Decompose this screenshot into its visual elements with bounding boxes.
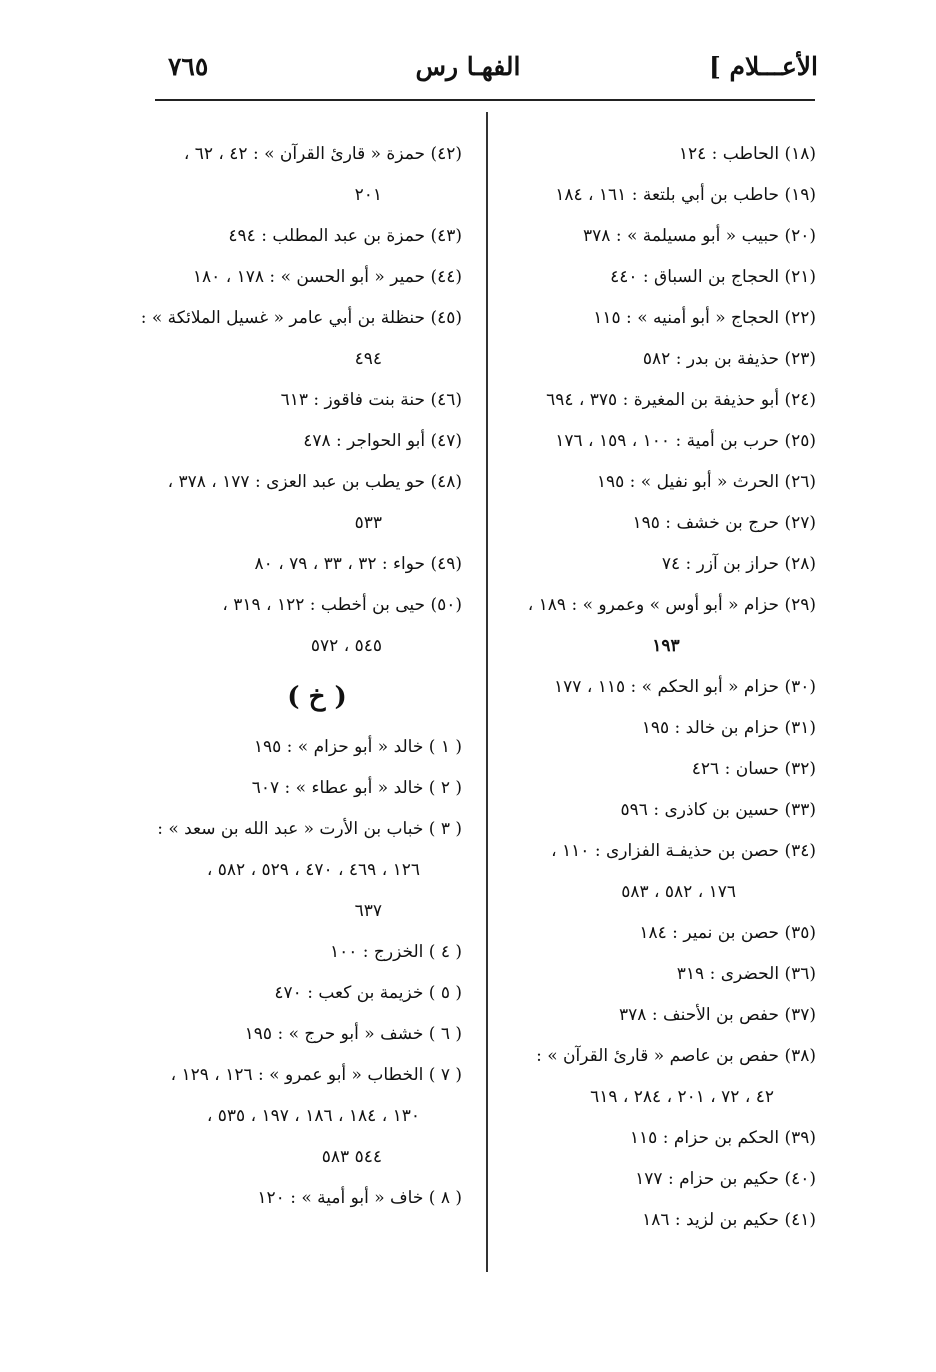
index-entry-kha-8: ( ٨ ) خاف « أبو أمية » : ١٢٠	[257, 1188, 462, 1208]
index-entry-44: (٤٤) حمير « أبو الحسن » : ١٧٨ ، ١٨٠	[192, 267, 462, 287]
index-entry-continuation: ٥٣٣	[354, 513, 382, 533]
index-entry-26: (٢٦) الحرث « أبو نفيل » : ١٩٥	[596, 472, 816, 492]
index-entry-29: (٢٩) حزام « أبو أوس » وعمرو » : ١٨٩ ،	[527, 595, 816, 615]
book-part-title: الفهـا رس	[415, 52, 521, 81]
section-title: الأعـــلام ]	[708, 52, 818, 81]
index-entry-31: (٣١) حزام بن خالد : ١٩٥	[641, 718, 816, 738]
index-entry-40: (٤٠) حكيم بن حزام : ١٧٧	[635, 1169, 816, 1189]
index-entry-continuation: ١٧٦ ، ٥٨٢ ، ٥٨٣	[621, 882, 736, 902]
index-entry-continuation: ٥٤٤ ٥٨٣	[321, 1147, 382, 1167]
index-entry-30: (٣٠) حزام « أبو الحكم » : ١١٥ ، ١٧٧	[554, 677, 816, 697]
index-entry-continuation: ٤٩٤	[354, 349, 382, 369]
index-entry-33: (٣٣) حسين بن كاذرى : ٥٩٦	[620, 800, 816, 820]
index-entry-kha-1: ( ١ ) خالد « أبو حزام » : ١٩٥	[253, 737, 462, 757]
index-entry-32: (٣٢) حسان : ٤٢٦	[691, 759, 816, 779]
section-heading-kha: ( خ )	[287, 682, 347, 712]
column-divider	[486, 112, 488, 1272]
index-entry-49: (٤٩) حواء : ٣٢ ، ٣٣ ، ٧٩ ، ٨٠	[254, 554, 462, 574]
index-entry-43: (٤٣) حمزة بن عبد المطلب : ٤٩٤	[228, 226, 462, 246]
index-entry-kha-5: ( ٥ ) خزيمة بن كعب : ٤٧٠	[274, 983, 462, 1003]
index-entry-19: (١٩) حاطب بن أبي بلتعة : ١٦١ ، ١٨٤	[555, 185, 816, 205]
index-entry-continuation: ٦٣٧	[354, 901, 382, 921]
index-entry-continuation: ١٩٣	[652, 636, 680, 656]
index-entry-18: (١٨) الحاطب : ١٢٤	[678, 144, 816, 164]
index-entry-39: (٣٩) الحكم بن حزام : ١١٥	[629, 1128, 816, 1148]
index-entry-continuation: ٤٢ ، ٧٢ ، ٢٠١ ، ٢٨٤ ، ٦١٩	[590, 1087, 774, 1107]
right-column	[516, 134, 816, 1241]
index-entry-48: (٤٨) حو يطب بن عبد العزى : ١٧٧ ، ٣٧٨ ،	[167, 472, 462, 492]
index-entry-22: (٢٢) الحجاج « أبو أمنيه » : ١١٥	[593, 308, 816, 328]
index-entry-28: (٢٨) حراز بن آزر : ٧٤	[661, 554, 816, 574]
index-entry-41: (٤١) حكيم بن لزيد : ١٨٦	[642, 1210, 816, 1230]
index-entry-kha-7: ( ٧ ) الخطاب « أبو عمرو » : ١٢٦ ، ١٢٩ ،	[170, 1065, 462, 1085]
index-entry-46: (٤٦) حنة بنت فاقوز : ٦١٣	[280, 390, 462, 410]
index-entry-50: (٥٠) حيى بن أخطب : ١٢٢ ، ٣١٩ ،	[222, 595, 462, 615]
index-entry-45: (٤٥) حنظلة بن أبي عامر « غسيل الملائكة » :	[140, 308, 462, 328]
index-entry-35: (٣٥) حصن بن نمير : ١٨٤	[639, 923, 816, 943]
index-entry-23: (٢٣) حذيفة بن بدر : ٥٨٢	[642, 349, 816, 369]
index-entry-24: (٢٤) أبو حذيفة بن المغيرة : ٣٧٥ ، ٦٩٤	[546, 390, 816, 410]
index-entry-42: (٤٢) حمزة « قارئ القرآن » : ٤٢ ، ٦٢ ،	[183, 144, 462, 164]
index-entry-20: (٢٠) حبيب « أبو مسيلمة » : ٣٧٨	[583, 226, 816, 246]
header-rule	[155, 99, 815, 101]
index-entry-kha-2: ( ٢ ) خالد « أبو عطاء » : ٦٠٧	[251, 778, 462, 798]
index-entry-25: (٢٥) حرب بن أمية : ١٠٠ ، ١٥٩ ، ١٧٦	[555, 431, 816, 451]
page-header	[0, 52, 936, 92]
index-entry-37: (٣٧) حفص بن الأحنف : ٣٧٨	[619, 1005, 816, 1025]
index-entry-continuation: ١٣٠ ، ١٨٤ ، ١٨٦ ، ١٩٧ ، ٥٣٥ ،	[206, 1106, 420, 1126]
index-entry-kha-6: ( ٦ ) خشف « أبو حرج » : ١٩٥	[244, 1024, 462, 1044]
index-entry-38: (٣٨) حفص بن عاصم « قارئ القرآن » :	[536, 1046, 816, 1066]
left-column	[142, 134, 462, 1219]
index-entry-36: (٣٦) الحضرى : ٣١٩	[676, 964, 816, 984]
index-entry-continuation: ١٢٦ ، ٤٦٩ ، ٤٧٠ ، ٥٢٩ ، ٥٨٢ ،	[206, 860, 420, 880]
index-entry-continuation: ٢٠١	[354, 185, 382, 205]
index-entry-kha-3: ( ٣ ) خباب بن الأرت « عبد الله بن سعد » :	[157, 819, 462, 839]
index-entry-27: (٢٧) حرج بن خشف : ١٩٥	[632, 513, 816, 533]
page-number: ٧٦٥	[168, 52, 209, 81]
index-entry-continuation: ٥٤٥ ، ٥٧٢	[310, 636, 382, 656]
index-entry-kha-4: ( ٤ ) الخزرج : ١٠٠	[329, 942, 462, 962]
index-entry-21: (٢١) الحجاج بن السباق : ٤٤٠	[610, 267, 816, 287]
index-entry-47: (٤٧) أبو الحواجر : ٤٧٨	[303, 431, 462, 451]
index-entry-34: (٣٤) حصن بن حذيفـة الفزارى : ١١٠ ،	[551, 841, 816, 861]
